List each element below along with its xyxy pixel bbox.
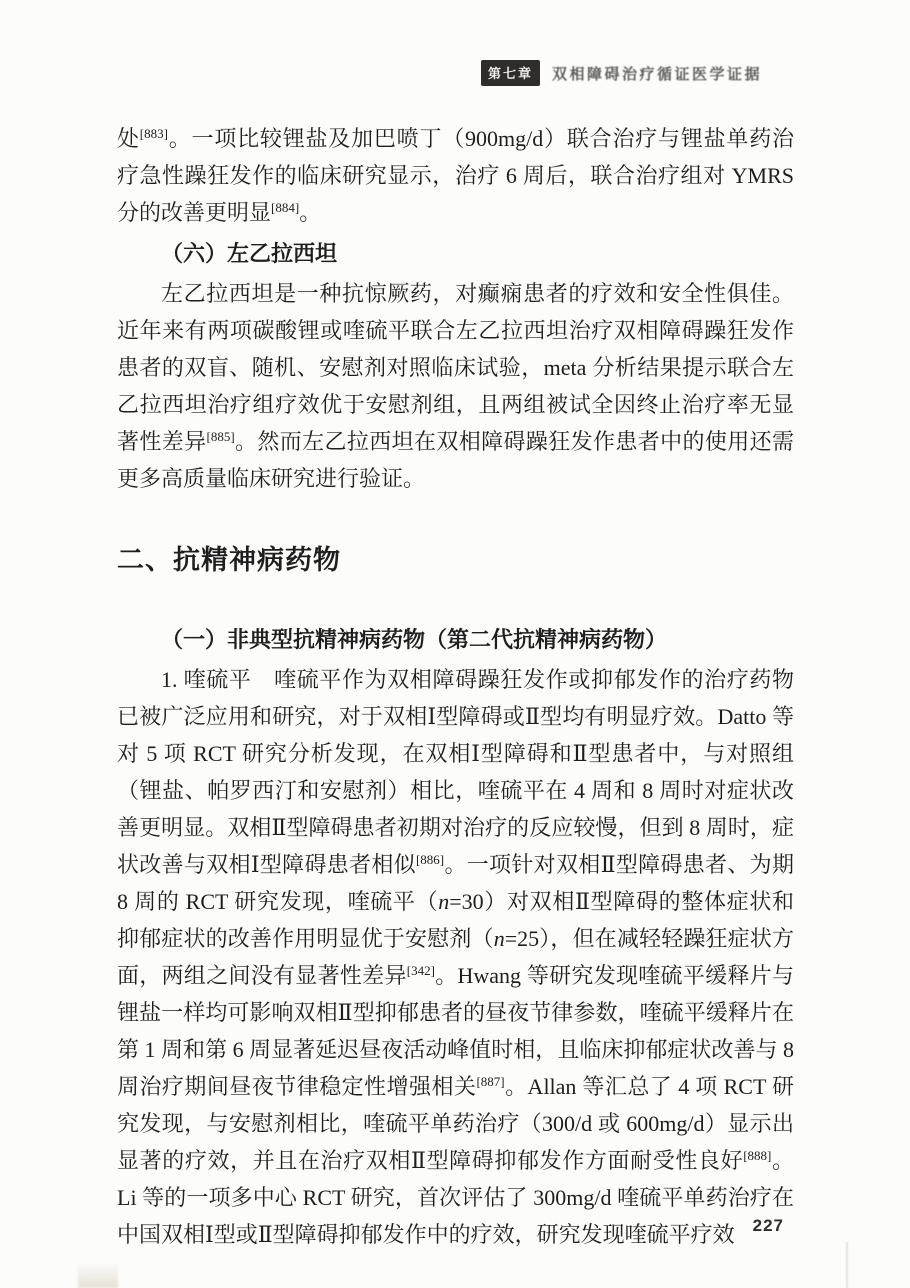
text-run: （一）非典型抗精神病药物（第二代抗精神病药物） <box>161 627 668 652</box>
citation-ref: [887] <box>476 1074 505 1089</box>
text-run: n <box>438 889 450 914</box>
citation-ref: [342] <box>406 963 435 978</box>
heading-antipsychotics <box>117 543 794 577</box>
document-content <box>117 120 794 1253</box>
text-run: 1. 喹硫平 喹硫平作为双相障碍躁狂发作或抑郁发作的治疗药物已被广泛应用和研究，对于双相Ⅰ型障碍或Ⅱ型均有明显疗效。Datto 等对 5 项 RCT 研究分析发现，在双相Ⅰ型障碍和Ⅱ型患者中，与对照组（锂盐、帕罗西汀和安慰剂）相比，喹硫平在 4 周和 8 周时对症状改善更明显。双相Ⅱ型障碍患者初期对治疗的反应较慢，但到 8 周时，症状改善与双相Ⅰ型障碍患者相似 <box>117 667 794 877</box>
text-run: 处 <box>117 126 140 151</box>
text-run: =25），但在减轻轻躁狂症状方面，两组之间没有显著性差异 <box>117 926 794 988</box>
text-run: 。Hwang 等研究发现喹硫平缓释片与锂盐一样均可影响双相Ⅱ型抑郁患者的昼夜节律参数，喹硫平缓释片在第 1 周和第 6 周显著延迟昼夜活动峰值时相，且临床抑郁症状改善与 8 周治疗期间昼夜节律稳定性增强相关 <box>117 963 794 1099</box>
heading-levetiracetam <box>117 235 794 272</box>
text-run: 。然而左乙拉西坦在双相障碍躁狂发作患者中的使用还需更多高质量临床研究进行验证。 <box>117 429 794 491</box>
scan-streak-artifact <box>846 1242 848 1288</box>
text-run: 。一项比较锂盐及加巴喷丁（900mg/d）联合治疗与锂盐单药治疗急性躁狂发作的临床研究显示，治疗 6 周后，联合治疗组对 YMRS 分的改善更明显 <box>117 126 794 225</box>
text-run: 。Allan 等汇总了 4 项 RCT 研究发现，与安慰剂相比，喹硫平单药治疗（300/d 或 600mg/d）显示出显著的疗效，并且在治疗双相Ⅱ型障碍抑郁发作方面耐受性良好 <box>117 1074 794 1173</box>
citation-ref: [888] <box>743 1148 772 1163</box>
scan-smudge-artifact <box>78 1262 118 1288</box>
page-number: 227 <box>752 1216 784 1235</box>
chapter-badge: 第七章 <box>481 60 540 86</box>
text-run: 二、抗精神病药物 <box>117 545 341 575</box>
citation-ref: [885] <box>206 429 235 444</box>
text-run: 。 <box>299 200 322 225</box>
citation-ref: [886] <box>415 852 445 867</box>
paragraph-quetiapine <box>117 661 794 1253</box>
chapter-title: 双相障碍治疗循证医学证据 <box>551 65 762 83</box>
paragraph-levetiracetam <box>117 275 794 497</box>
heading-atypical-antipsychotics <box>117 621 794 658</box>
text-run: =30）对双相Ⅱ型障碍的整体症状和抑郁症状的改善作用明显优于安慰剂（ <box>117 889 794 951</box>
text-run: 。一项针对双相Ⅱ型障碍患者、为期 8 周的 RCT 研究发现，喹硫平（ <box>117 852 794 914</box>
text-run: 左乙拉西坦是一种抗惊厥药，对癫痫患者的疗效和安全性俱佳。近年来有两项碳酸锂或喹硫平联合左乙拉西坦治疗双相障碍躁狂发作患者的双盲、随机、安慰剂对照临床试验，meta 分析结果提示联合左乙拉西坦治疗组疗效优于安慰剂组，且两组被试全因终止治疗率无显著性差异 <box>117 281 794 454</box>
text-run: （六）左乙拉西坦 <box>161 241 338 266</box>
citation-ref: [884] <box>271 200 300 215</box>
text-run: n <box>493 926 505 951</box>
citation-ref: [883] <box>139 126 168 141</box>
text-run: 。Li 等的一项多中心 RCT 研究，首次评估了 300mg/d 喹硫平单药治疗在中国双相Ⅰ型或Ⅱ型障碍抑郁发作中的疗效，研究发现喹硫平疗效 <box>117 1148 794 1247</box>
running-header <box>481 60 762 86</box>
paragraph-gabapentin-continuation <box>117 120 794 231</box>
